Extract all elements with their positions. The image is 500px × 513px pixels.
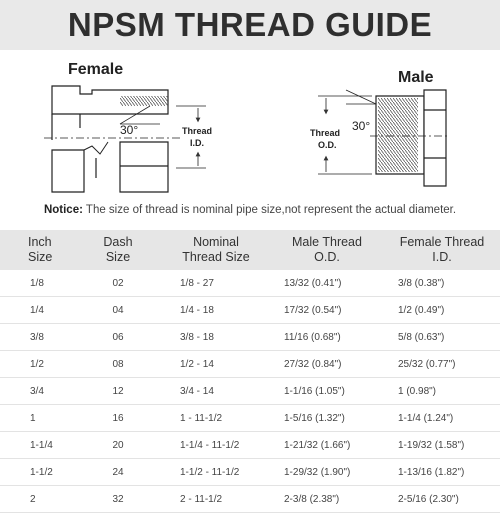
table-row bbox=[0, 405, 500, 432]
cell-dash-size: 32 bbox=[74, 486, 162, 513]
cell-inch-size: 1 bbox=[0, 405, 74, 432]
female-dimension-line1: Thread bbox=[182, 126, 213, 136]
notice-text: The size of thread is nominal pipe size,not represent the actual diameter. bbox=[85, 204, 457, 216]
cell-dash-size: 16 bbox=[74, 405, 162, 432]
cell-inch-size: 1/2 bbox=[0, 351, 74, 378]
female-angle: 30° bbox=[120, 123, 139, 137]
thread-diagram bbox=[0, 50, 500, 200]
table-row bbox=[0, 432, 500, 459]
cell-dash-size: 04 bbox=[74, 297, 162, 324]
cell-female-id: 5/8 (0.63") bbox=[384, 324, 500, 351]
table-row bbox=[0, 270, 500, 297]
cell-dash-size: 06 bbox=[74, 324, 162, 351]
cell-dash-size: 20 bbox=[74, 432, 162, 459]
table-row bbox=[0, 486, 500, 513]
female-label: Female bbox=[68, 61, 124, 78]
male-dimension-line2: O.D. bbox=[318, 140, 337, 150]
cell-female-id: 2-5/16 (2.30") bbox=[384, 486, 500, 513]
cell-nominal-thread: 3/4 - 14 bbox=[162, 378, 270, 405]
cell-male-od: 2-3/8 (2.38") bbox=[270, 486, 384, 513]
cell-dash-size: 24 bbox=[74, 459, 162, 486]
header-inch-size: Inch Size bbox=[0, 230, 74, 270]
cell-inch-size: 1-1/4 bbox=[0, 432, 74, 459]
cell-female-id: 1-13/16 (1.82") bbox=[384, 459, 500, 486]
cell-nominal-thread: 1-1/2 - 11-1/2 bbox=[162, 459, 270, 486]
header-female-thread-id: Female Thread I.D. bbox=[384, 230, 500, 270]
cell-inch-size: 3/4 bbox=[0, 378, 74, 405]
cell-nominal-thread: 2 - 11-1/2 bbox=[162, 486, 270, 513]
cell-male-od: 17/32 (0.54") bbox=[270, 297, 384, 324]
male-angle: 30° bbox=[352, 119, 371, 133]
cell-inch-size: 1-1/2 bbox=[0, 459, 74, 486]
table-header-row bbox=[0, 230, 500, 270]
cell-nominal-thread: 3/8 - 18 bbox=[162, 324, 270, 351]
cell-female-id: 1 (0.98") bbox=[384, 378, 500, 405]
male-label: Male bbox=[398, 69, 434, 86]
cell-male-od: 11/16 (0.68") bbox=[270, 324, 384, 351]
cell-female-id: 1/2 (0.49") bbox=[384, 297, 500, 324]
cell-male-od: 1-5/16 (1.32") bbox=[270, 405, 384, 432]
title-bar bbox=[0, 0, 500, 50]
cell-inch-size: 3/8 bbox=[0, 324, 74, 351]
header-male-thread-od: Male Thread O.D. bbox=[270, 230, 384, 270]
cell-nominal-thread: 1-1/4 - 11-1/2 bbox=[162, 432, 270, 459]
notice-label: Notice: bbox=[43, 204, 83, 216]
table-row bbox=[0, 459, 500, 486]
header-dash-size: Dash Size bbox=[74, 230, 162, 270]
cell-inch-size: 1/8 bbox=[0, 270, 74, 297]
table-row bbox=[0, 351, 500, 378]
cell-dash-size: 02 bbox=[74, 270, 162, 297]
table-row bbox=[0, 297, 500, 324]
table-row bbox=[0, 324, 500, 351]
female-fitting-drawing bbox=[44, 86, 206, 192]
cell-male-od: 27/32 (0.84") bbox=[270, 351, 384, 378]
cell-dash-size: 08 bbox=[74, 351, 162, 378]
female-dimension-line2: I.D. bbox=[190, 138, 205, 148]
cell-nominal-thread: 1 - 11-1/2 bbox=[162, 405, 270, 432]
cell-male-od: 1-29/32 (1.90") bbox=[270, 459, 384, 486]
cell-female-id: 1-1/4 (1.24") bbox=[384, 405, 500, 432]
cell-male-od: 1-1/16 (1.05") bbox=[270, 378, 384, 405]
notice bbox=[0, 204, 500, 216]
male-dimension-line1: Thread bbox=[310, 128, 341, 138]
cell-female-id: 1-19/32 (1.58") bbox=[384, 432, 500, 459]
male-fitting-drawing bbox=[318, 90, 450, 186]
table-row bbox=[0, 378, 500, 405]
cell-female-id: 25/32 (0.77") bbox=[384, 351, 500, 378]
cell-male-od: 1-21/32 (1.66") bbox=[270, 432, 384, 459]
cell-nominal-thread: 1/4 - 18 bbox=[162, 297, 270, 324]
cell-nominal-thread: 1/2 - 14 bbox=[162, 351, 270, 378]
cell-male-od: 13/32 (0.41") bbox=[270, 270, 384, 297]
cell-dash-size: 12 bbox=[74, 378, 162, 405]
cell-female-id: 3/8 (0.38") bbox=[384, 270, 500, 297]
page-title: NPSM THREAD GUIDE bbox=[67, 6, 433, 43]
cell-inch-size: 2 bbox=[0, 486, 74, 513]
header-nominal-thread-size: Nominal Thread Size bbox=[162, 230, 270, 270]
cell-nominal-thread: 1/8 - 27 bbox=[162, 270, 270, 297]
thread-table bbox=[0, 230, 500, 513]
cell-inch-size: 1/4 bbox=[0, 297, 74, 324]
